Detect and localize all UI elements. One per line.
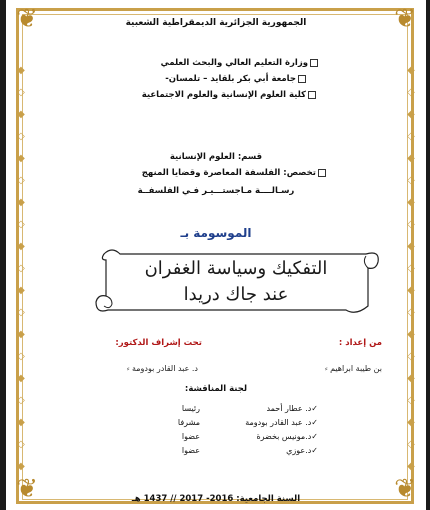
jury-row: ✓ د. عطار أحمد رئيسا <box>181 404 318 413</box>
specialty-line: تخصص: الفلسفة المعاصرة وقضايا المنهج <box>142 168 326 178</box>
corner-ornament-icon: ❦ <box>16 474 38 504</box>
corner-ornament-icon: ❦ <box>394 474 416 504</box>
side-ornament-icon: ◆ ◇ ◆ ◇ ◆ ◇ ◆ ◇ ◆ ◇ ◆ ◇ ◆ ◇ ◆ ◇ ◆ ◇ ◆ <box>17 65 25 472</box>
thesis-title-line2: عند جاك دريدا <box>183 284 289 305</box>
university-line: جامعة أبي بكر بلقايد – تلمسان- <box>165 74 306 84</box>
checkbox-icon <box>318 169 326 177</box>
jury-row: ✓ د.مونيس بخضرة عضوا <box>181 432 318 441</box>
department-line: قسم: العلوم الإنسانية <box>169 152 263 162</box>
jury-row: ✓ د. عبد القادر بودومة مشرفا <box>177 418 318 427</box>
supervisor-name: د. عبد القادر بودومة ⸗ <box>126 364 198 373</box>
corner-ornament-icon: ❦ <box>394 4 416 34</box>
supervisor-label: تحت إشراف الدكتور: <box>115 338 202 348</box>
thesis-type: رسـالــــة مـاجستـــيـر فـي الفلسفــة <box>137 186 295 196</box>
described-as-label: الموسومة بـ <box>180 226 252 240</box>
title-scroll <box>90 240 382 324</box>
scroll-frame-icon <box>90 240 382 324</box>
student-name: بن طيبة ابراهيم ⸗ <box>324 364 382 373</box>
jury-title: لجنة المناقشة: <box>184 384 248 394</box>
faculty-line: كلية العلوم الإنسانية والعلوم الاجتماعية <box>142 90 316 100</box>
academic-year: السنة الجامعية: 2016- 2017 // 1437 هـ <box>131 494 301 504</box>
corner-ornament-icon: ❦ <box>16 4 38 34</box>
checkbox-icon <box>298 75 306 83</box>
republic-heading: الجمهورية الجزائرية الديمقراطية الشعبية <box>125 18 307 28</box>
jury-row: ✓ د.عوزي عضوا <box>181 446 318 455</box>
ministry-line: وزارة التعليم العالي والبحث العلمي <box>161 58 318 68</box>
thesis-title-line1: التفكيك وسياسة الغفران <box>144 258 328 279</box>
prepared-by-label: من إعداد : <box>338 338 382 348</box>
document-page <box>6 0 426 510</box>
checkbox-icon <box>308 91 316 99</box>
checkbox-icon <box>310 59 318 67</box>
side-ornament-icon: ◆ ◇ ◆ ◇ ◆ ◇ ◆ ◇ ◆ ◇ ◆ ◇ ◆ ◇ ◆ ◇ ◆ ◇ ◆ <box>407 65 415 472</box>
